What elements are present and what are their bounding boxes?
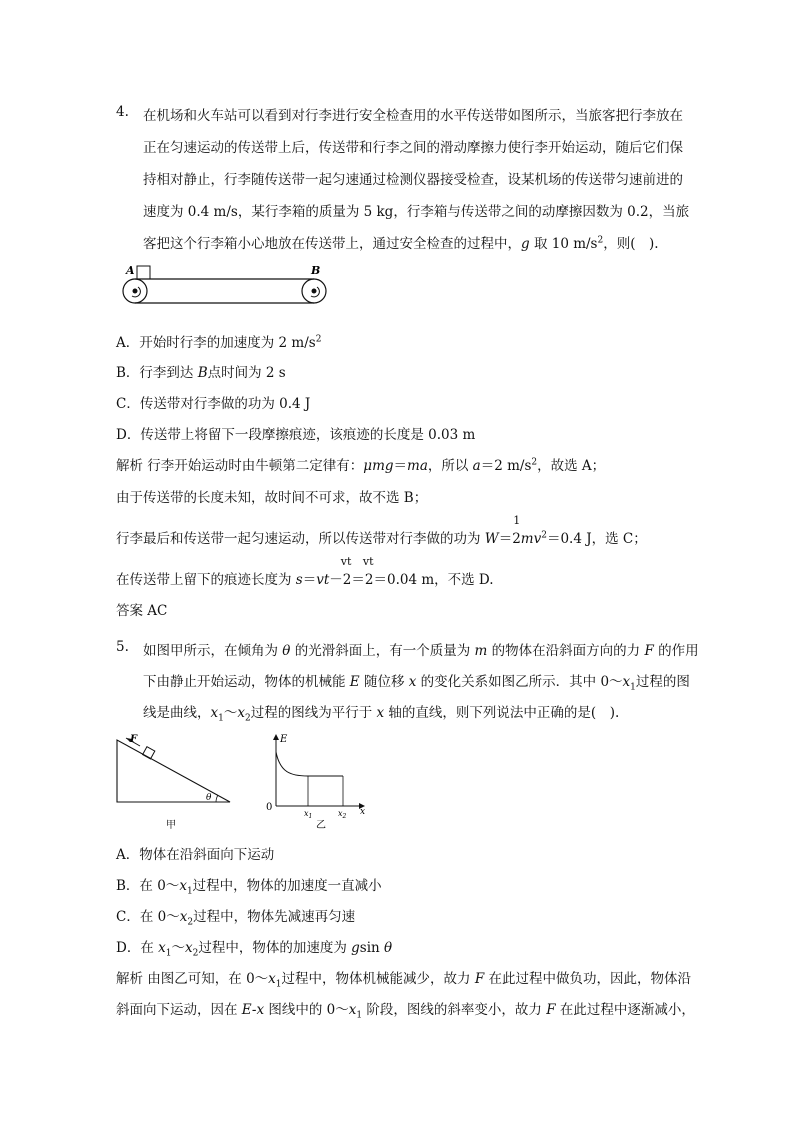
figure-jia-caption: 甲: [166, 820, 176, 831]
angle-arc: [216, 795, 218, 802]
q4-number: 4.: [116, 104, 129, 120]
q5-solution-line-1: 解析 由图乙可知，在 $0\sim x_1$过程中，物体机械能减少，故力 F 在此过程中做负功，因此，物体沿: [116, 971, 691, 990]
inclined-plane-figure: [112, 732, 237, 832]
point-a-label: A: [126, 264, 135, 277]
q5-option-c: C．在 $0\sim x_2$过程中，物体先减速再匀速: [116, 909, 356, 928]
x1-tick-label: $x_1$: [304, 809, 313, 820]
origin-label: 0: [266, 802, 273, 813]
point-b-label: B: [311, 264, 321, 277]
q4-option-a: A．开始时行李的加速度为 2 $m/s^2$: [116, 334, 322, 351]
q4-option-b: B．行李到达 B点时间为 2 s: [116, 365, 286, 381]
q4-line-1: 在机场和火车站可以看到对行李进行安全检查用的水平传送带如图所示，当旅客把行李放在: [143, 108, 683, 124]
x-axis-label: x: [360, 807, 366, 817]
fraction-half: 1 2: [512, 514, 521, 547]
e-axis-label: E: [280, 734, 288, 745]
energy-position-graph: [262, 730, 374, 830]
q4-line-5: 客把这个行李箱小心地放在传送带上，通过安全检查的过程中，g 取 10 $m/s^2$，则( ).: [143, 235, 659, 252]
q5-option-d: D．在 $x_1\sim x_2$过程中，物体的加速度为 gsin θ: [116, 940, 393, 959]
q5-solution-line-2: 斜面向下运动，因在 E-x 图线中的 $0\sim x_1$ 阶段，图线的斜率变小，故力 F 在此过程中逐渐减小，: [116, 1002, 695, 1021]
q5-option-b: B．在 $0\sim x_1$过程中，物体的加速度一直减小: [116, 878, 382, 897]
q4-solution-line-1: 解析 行李开始运动时由牛顿第二定律有：μmg＝ma，所以 a＝2 $m/s^2$，故选 A；: [116, 457, 606, 474]
q4-line-3: 持相对静止，行李随传送带一起匀速通过检测仪器接受检查，设某机场的传送带匀速前进的: [143, 172, 683, 188]
luggage-box: [137, 266, 150, 279]
q5-line-1: 如图甲所示，在倾角为 θ 的光滑斜面上，有一个质量为 m 的物体在沿斜面方向的力 F 的作用: [143, 643, 699, 659]
angle-label: θ: [206, 793, 212, 803]
q5-line-3: 线是曲线，$x_1\sim x_2$过程的图线为平行于 x 轴的直线，则下列说法中正确的是( ).: [143, 705, 620, 724]
q4-option-c: C．传送带对行李做的功为 0.4 J: [116, 396, 311, 412]
q4-option-d: D．传送带上将留下一段摩擦痕迹，该痕迹的长度是 0.03 m: [116, 427, 476, 443]
fraction-vt-over-2-a: vt 2: [340, 555, 352, 588]
q5-number: 5.: [116, 639, 129, 655]
x2-tick-label: $x_2$: [338, 809, 347, 820]
q4-line-2: 正在匀速运动的传送带上后，传送带和行李之间的滑动摩擦力使行李开始运动，随后它们保: [143, 140, 683, 156]
conveyor-belt-figure: [118, 262, 333, 310]
q4-solution-line-2: 由于传送带的长度未知，故时间不可求，故不选 B；: [116, 490, 428, 506]
q5-option-a: A．物体在沿斜面向下运动: [116, 847, 275, 863]
q4-answer: 答案 AC: [116, 603, 168, 619]
curve-segment: [276, 752, 308, 776]
q4-line-4: 速度为 0.4 m/s，某行李箱的质量为 5 kg，行李箱与传送带之间的动摩擦因数为 0.2，当旅: [143, 204, 690, 220]
incline-triangle: [117, 740, 230, 802]
figure-yi-caption: 乙: [316, 820, 326, 830]
q4-solution-line-3: 行李最后和传送带一起匀速运动，所以传送带对行李做的功为 W＝ 1 $2mv^2=0.4$ J，选 C；: [116, 514, 647, 547]
q5-line-2: 下由静止开始运动，物体的机械能 E 随位移 x 的变化关系如图乙所示．其中 $0\sim x_1$过程的图: [143, 674, 690, 693]
force-label: F: [130, 734, 138, 745]
q4-solution-line-4: 在传送带上留下的痕迹长度为 s＝vt－ vt 2＝ vt 2＝0.04 m，不选 D.: [116, 555, 494, 588]
fraction-vt-over-2-b: vt 2: [362, 555, 374, 588]
